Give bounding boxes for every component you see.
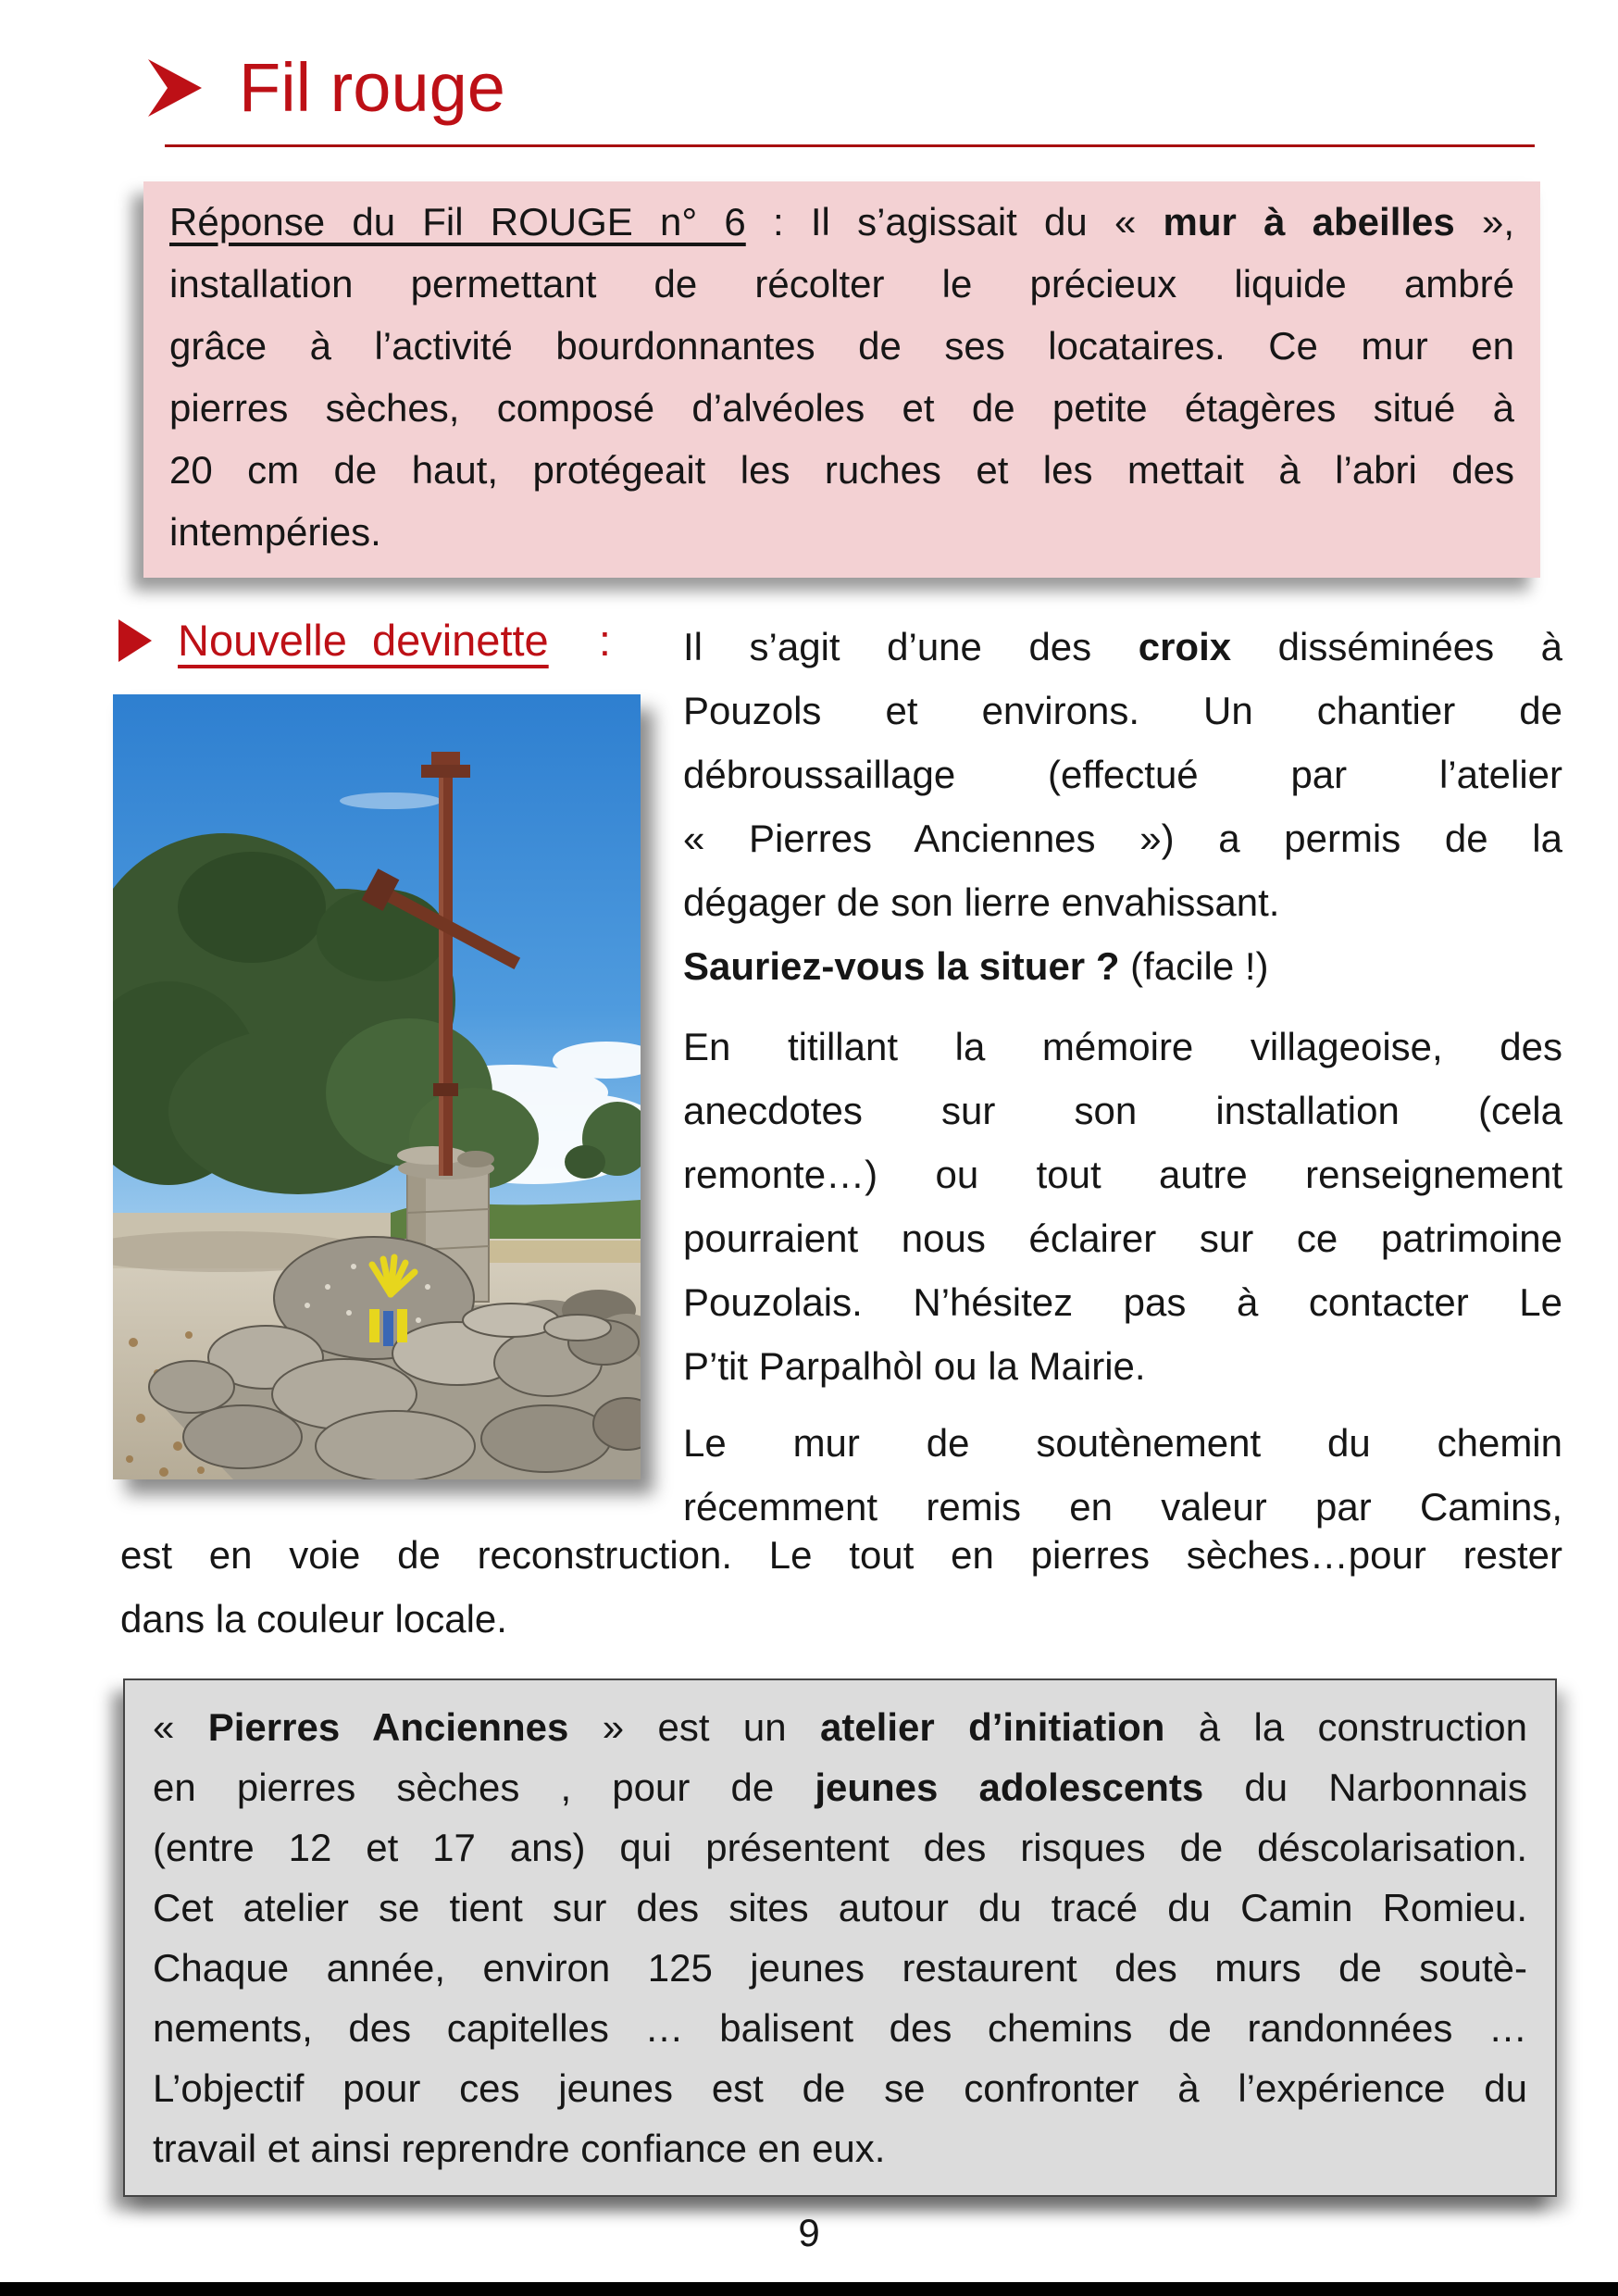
- text-segment: remonte…) ou tout autre renseignement: [683, 1153, 1562, 1196]
- bottom-edge-bar: [0, 2282, 1618, 2296]
- page-number: 9: [798, 2211, 820, 2254]
- text-segment: pourraient nous éclairer sur ce patrimoine: [683, 1217, 1562, 1260]
- text-segment: Cet atelier se tient sur des sites autour du tracé du Camin Romieu.: [153, 1886, 1527, 1929]
- text-line: [683, 1206, 1562, 1270]
- text-segment: 20 cm de haut, protégeait les ruches et les mettait à l’abri des: [169, 448, 1514, 492]
- text-line: [683, 934, 1562, 998]
- text-segment: Sauriez-vous la situer ?: [683, 944, 1120, 988]
- text-segment: disséminées à: [1231, 625, 1562, 668]
- text-line: [153, 1938, 1527, 1998]
- text-segment: «: [153, 1705, 208, 1749]
- text-line: [169, 377, 1514, 439]
- title-underline: [165, 144, 1535, 147]
- text-segment: Il s’agit d’une des: [683, 625, 1139, 668]
- text-line: [153, 1878, 1527, 1938]
- croix-photo-illustration: [113, 694, 641, 1479]
- text-segment: anecdotes sur son installation (cela: [683, 1089, 1562, 1132]
- devinette-heading: [118, 615, 611, 666]
- text-segment: L’objectif pour ces jeunes est de se confronter à l’expérience du: [153, 2066, 1527, 2110]
- text-segment: du Narbonnais: [1203, 1766, 1528, 1809]
- text-segment: Réponse du Fil ROUGE n° 6: [169, 200, 746, 243]
- devinette-text-column: [683, 615, 1562, 1539]
- text-segment: nements, des capitelles … balisent des chemins de randonnées …: [153, 2006, 1527, 2050]
- section-header: [146, 49, 505, 126]
- text-segment: Pierres Anciennes: [207, 1705, 569, 1749]
- text-segment: En titillant la mémoire villageoise, des: [683, 1025, 1562, 1068]
- waymark-stripes: [369, 1309, 407, 1346]
- text-line: [683, 1015, 1562, 1079]
- text-line: [153, 2058, 1527, 2118]
- text-segment: »,: [1454, 200, 1515, 243]
- devinette-question: [683, 934, 1562, 998]
- text-line: [120, 1587, 1562, 1651]
- text-segment: récemment remis en valeur par Camins,: [683, 1485, 1562, 1529]
- text-segment: atelier d’initiation: [819, 1705, 1165, 1749]
- text-line: [153, 1817, 1527, 1878]
- text-line: [169, 439, 1514, 501]
- text-segment: est en voie de reconstruction. Le tout en pierres sèches…pour rester: [120, 1533, 1562, 1577]
- text-line: [169, 253, 1514, 315]
- page-title: Fil rouge: [239, 49, 505, 126]
- text-segment: travail et ainsi reprendre confiance en eux.: [153, 2127, 886, 2170]
- text-segment: intempéries.: [169, 510, 381, 554]
- chevron-right-icon: [146, 57, 204, 119]
- response-box: [143, 181, 1540, 578]
- text-segment: dans la couleur locale.: [120, 1597, 507, 1641]
- text-line: [169, 315, 1514, 377]
- text-segment: à la construction: [1164, 1705, 1527, 1749]
- text-segment: Le mur de soutènement du chemin: [683, 1421, 1562, 1465]
- text-segment: débroussaillage (effectué par l’atelier: [683, 753, 1562, 796]
- triangle-right-icon: [118, 619, 152, 662]
- text-line: [683, 1142, 1562, 1206]
- text-segment: grâce à l’activité bourdonnantes de ses locataires. Ce mur en: [169, 324, 1514, 368]
- text-line: [683, 742, 1562, 806]
- croix-photo: [113, 694, 641, 1479]
- text-segment: : Il s’agissait du «: [745, 200, 1164, 243]
- devinette-para3: [683, 1411, 1562, 1539]
- text-segment: installation permettant de récolter le précieux liquide ambré: [169, 262, 1514, 306]
- text-line: [683, 870, 1562, 934]
- text-segment: P’tit Parpalhòl ou la Mairie.: [683, 1344, 1146, 1388]
- text-line: [683, 1079, 1562, 1142]
- text-segment: (entre 12 et 17 ans) qui présentent des risques de déscolarisation.: [153, 1826, 1527, 1869]
- text-line: [153, 1757, 1527, 1817]
- devinette-heading-colon: :: [598, 616, 611, 665]
- text-line: [169, 501, 1514, 563]
- text-segment: croix: [1138, 625, 1232, 668]
- text-line: [683, 679, 1562, 742]
- text-line: [169, 191, 1514, 253]
- text-line: [683, 615, 1562, 679]
- text-line: [153, 2118, 1527, 2178]
- text-line: [120, 1523, 1562, 1587]
- text-line: [683, 1270, 1562, 1334]
- text-line: [683, 1334, 1562, 1398]
- text-segment: jeunes adolescents: [815, 1766, 1204, 1809]
- devinette-para1: [683, 615, 1562, 934]
- devinette-para2: [683, 1015, 1562, 1398]
- devinette-heading-label: [178, 615, 611, 666]
- text-segment: Pouzols et environs. Un chantier de: [683, 689, 1562, 732]
- text-segment: pierres sèches, composé d’alvéoles et de petite étagères situé à: [169, 386, 1514, 430]
- text-segment: « Pierres Anciennes ») a permis de la: [683, 817, 1562, 860]
- text-segment: en pierres sèches , pour de: [153, 1766, 815, 1809]
- text-line: [153, 1697, 1527, 1757]
- text-segment: » est un: [568, 1705, 820, 1749]
- text-line: [683, 1411, 1562, 1475]
- info-box: [123, 1678, 1557, 2197]
- devinette-heading-text: Nouvelle devinette: [178, 616, 549, 665]
- text-line: [153, 1998, 1527, 2058]
- text-segment: dégager de son lierre envahissant.: [683, 880, 1280, 924]
- text-line: [683, 806, 1562, 870]
- text-segment: Chaque année, environ 125 jeunes restaurent des murs de soutè-: [153, 1946, 1527, 1990]
- text-segment: Pouzolais. N’hésitez pas à contacter Le: [683, 1280, 1562, 1324]
- text-segment: (facile !): [1119, 944, 1269, 988]
- devinette-continuation: [120, 1523, 1562, 1651]
- text-segment: mur à abeilles: [1163, 200, 1455, 243]
